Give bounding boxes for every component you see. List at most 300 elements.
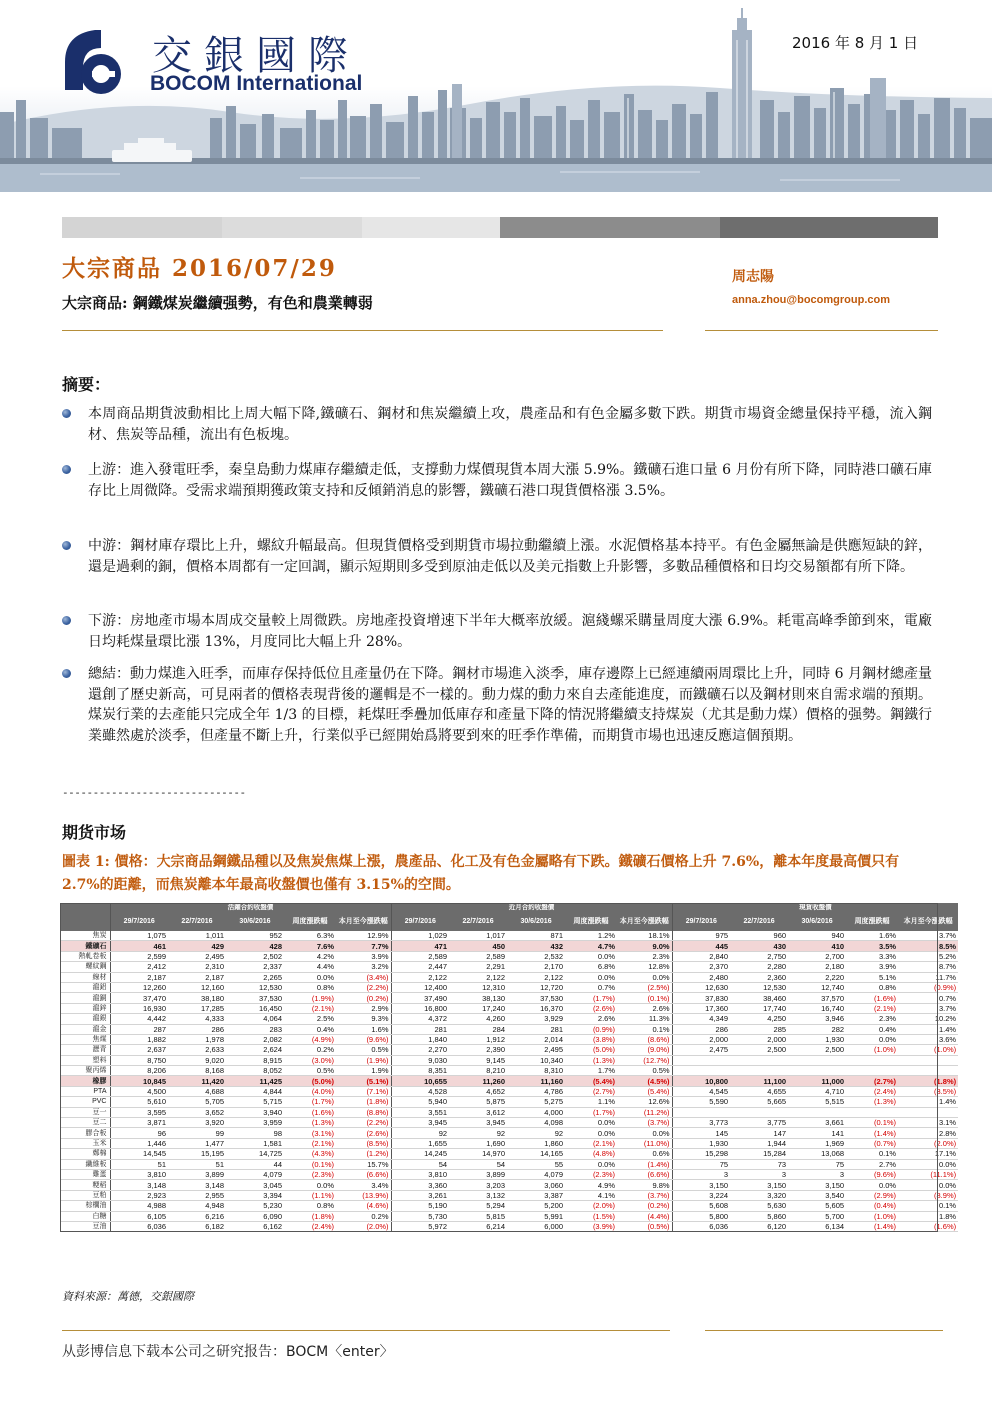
table-cell: 3,387 (507, 1190, 565, 1200)
table-cell: 2.5% (284, 1014, 336, 1024)
table-cell: 3,224 (672, 1190, 730, 1200)
table-cell: 92 (449, 1128, 507, 1138)
table-cell: 3,775 (730, 1118, 788, 1128)
table-cell: 0.0% (898, 1180, 958, 1190)
commodity-name: 纖維板 (60, 1159, 110, 1169)
table-cell: 6,036 (110, 1221, 168, 1231)
table-cell: 3.7% (898, 931, 958, 941)
table-cell: (0.4%) (846, 1201, 898, 1211)
table-cell: 12,740 (788, 982, 846, 992)
table-cell: 0.6% (617, 1149, 672, 1159)
table-cell: 92 (391, 1128, 449, 1138)
commodity-name: 線材 (60, 972, 110, 982)
table-cell: 1,930 (788, 1034, 846, 1044)
table-cell: 15,298 (672, 1149, 730, 1159)
table-cell: 5,515 (788, 1097, 846, 1107)
table-cell: 3,945 (391, 1118, 449, 1128)
table-cell: (2.1%) (846, 1003, 898, 1013)
table-row (60, 1024, 958, 1034)
table-cell: (6.6%) (336, 1169, 391, 1179)
table-cell: 429 (168, 941, 226, 951)
table-cell: 3,132 (449, 1190, 507, 1200)
table-cell: 3.3% (846, 951, 898, 961)
table-cell: (4.6%) (336, 1201, 391, 1211)
table-cell (672, 1066, 730, 1076)
column-header: 29/7/2016 (110, 912, 168, 931)
table-cell: 0.7% (898, 993, 958, 1003)
table-cell: 4,500 (110, 1086, 168, 1096)
table-cell: (3.7%) (617, 1190, 672, 1200)
table-cell: 2,633 (168, 1045, 226, 1055)
table-cell: 12,400 (391, 982, 449, 992)
table-cell: 2,122 (507, 972, 565, 982)
table-cell: (1.8%) (284, 1211, 336, 1221)
table-cell: 18.1% (617, 931, 672, 941)
table-cell: 5,605 (788, 1201, 846, 1211)
table-cell: 4,528 (391, 1086, 449, 1096)
table-cell: 5.1% (846, 972, 898, 982)
table-cell: 10,845 (110, 1076, 168, 1086)
table-cell: 4,786 (507, 1086, 565, 1096)
table-cell: 3.4% (336, 1180, 391, 1190)
table-cell: (11.0%) (617, 1138, 672, 1148)
table-cell: 2,500 (788, 1045, 846, 1055)
table-cell: 12.8% (617, 962, 672, 972)
logo-chinese-name: 交銀國際 (152, 33, 360, 79)
table-cell: 16,450 (226, 1003, 284, 1013)
column-header: 周度漲跌幅 (284, 912, 336, 931)
table-cell: 17,285 (168, 1003, 226, 1013)
table-cell: 12,310 (449, 982, 507, 992)
table-cell: 3,612 (449, 1107, 507, 1117)
table-cell: 2.6% (617, 1003, 672, 1013)
table-row (60, 1003, 958, 1013)
table-cell (730, 1066, 788, 1076)
table-cell: (9.6%) (846, 1169, 898, 1179)
table-row (60, 1045, 958, 1055)
table-cell: (3.0%) (284, 1055, 336, 1065)
table-cell (672, 1055, 730, 1065)
table-cell: 4,988 (110, 1201, 168, 1211)
table-cell: (13.9%) (336, 1190, 391, 1200)
table-cell: 14,165 (507, 1149, 565, 1159)
table-cell: 3,940 (226, 1107, 284, 1117)
table-cell: 3 (788, 1169, 846, 1179)
bullet-text: 中游：鋼材庫存環比上升，螺紋升幅最高。但現貨價格受到期貨市場拉動繼續上漲。水泥價格基本持平。有色金屬無論是供應短缺的鋅，還是過剩的銅，價格本周都有一定回調，顯示短期則多受到原油走低以及美元指數上升影響，多數品種價格和日均交易額都有所下降。 (88, 538, 932, 575)
commodity-name: 豆粕 (60, 1190, 110, 1200)
table-cell: 1.1% (565, 1097, 617, 1107)
commodity-name: 滬銀 (60, 1014, 110, 1024)
header-stripe (362, 217, 500, 238)
table-cell: 286 (168, 1024, 226, 1034)
table-cell: 1,912 (449, 1034, 507, 1044)
table-row (60, 1221, 958, 1231)
table-cell: (1.7%) (284, 1097, 336, 1107)
table-cell: 0.8% (284, 982, 336, 992)
table-row (60, 972, 958, 982)
author-email[interactable]: anna.zhou@bocomgroup.com (732, 294, 891, 306)
table-cell: 6.8% (565, 962, 617, 972)
table-row (60, 1159, 958, 1169)
table-cell (898, 1055, 958, 1065)
table-cell: 5,230 (226, 1201, 284, 1211)
table-cell: 1.2% (565, 931, 617, 941)
table-cell: 2,923 (110, 1190, 168, 1200)
table-cell: 8,915 (226, 1055, 284, 1065)
table-cell (730, 1107, 788, 1117)
table-cell: 4,064 (226, 1014, 284, 1024)
table-cell: 6,162 (226, 1221, 284, 1231)
table-cell: 96 (110, 1128, 168, 1138)
table-cell: (0.2%) (617, 1201, 672, 1211)
table-cell: 4,688 (168, 1086, 226, 1096)
table-cell: 5,800 (672, 1211, 730, 1221)
commodity-name: 聚丙烯 (60, 1066, 110, 1076)
commodity-name: 焦煤 (60, 1034, 110, 1044)
table-cell: 13,068 (788, 1149, 846, 1159)
table-cell: 2,000 (730, 1034, 788, 1044)
table-cell: 6,090 (226, 1211, 284, 1221)
table-cell (846, 1055, 898, 1065)
commodity-name: 膠合板 (60, 1128, 110, 1138)
table-cell (788, 1055, 846, 1065)
table-cell: 6,182 (168, 1221, 226, 1231)
table-cell: 1,655 (391, 1138, 449, 1148)
table-cell: 3,959 (226, 1118, 284, 1128)
table-cell: 5,294 (449, 1201, 507, 1211)
table-row (60, 1190, 958, 1200)
summary-bullet (62, 536, 932, 577)
table-cell: 2,220 (788, 972, 846, 982)
table-cell: 283 (226, 1024, 284, 1034)
logo-english-name: BOCOM International (150, 72, 363, 95)
table-row (60, 962, 958, 972)
commodity-name: 豆二 (60, 1118, 110, 1128)
table-cell: 2,270 (391, 1045, 449, 1055)
table-cell (846, 1066, 898, 1076)
table-cell: (9.6%) (336, 1034, 391, 1044)
price-table (60, 903, 957, 1232)
table-cell: (1.9%) (284, 993, 336, 1003)
table-cell: 3,551 (391, 1107, 449, 1117)
table-cell: (2.7%) (846, 1076, 898, 1086)
summary-heading: 摘要： (62, 375, 111, 394)
table-cell: 0.2% (336, 1211, 391, 1221)
table-cell: 11,425 (226, 1076, 284, 1086)
table-cell: (2.1%) (284, 1138, 336, 1148)
table-cell: (4.5%) (617, 1076, 672, 1086)
table-cell: (1.6%) (284, 1107, 336, 1117)
commodity-name: 滬金 (60, 1024, 110, 1034)
table-cell: 471 (391, 941, 449, 951)
table-cell: 38,460 (730, 993, 788, 1003)
table-cell: 37,570 (788, 993, 846, 1003)
table-cell: 2,840 (672, 951, 730, 961)
table-cell: 5,190 (391, 1201, 449, 1211)
table-cell: (3.8%) (565, 1034, 617, 1044)
table-row (60, 1169, 958, 1179)
table-cell: 3,946 (788, 1014, 846, 1024)
table-cell: 1.6% (846, 931, 898, 941)
figure-caption: 圖表 1: 價格：大宗商品鋼鐵品種以及焦炭焦煤上漲，農產品、化工及有色金屬略有下跌。鐵礦石價格上升 7.6%，離本年度最高價只有 2.7%的距離，而焦炭離本年最高收盤價也僅有 3.15%的空間。 (62, 854, 900, 893)
table-cell: 6,036 (672, 1221, 730, 1231)
table-cell: 0.0% (284, 972, 336, 982)
table-cell: 98 (226, 1128, 284, 1138)
table-cell: 3,148 (168, 1180, 226, 1190)
table-cell: 2,337 (226, 962, 284, 972)
table-cell: 0.0% (565, 951, 617, 961)
commodity-name: 豆一 (60, 1107, 110, 1117)
table-cell: 4,545 (672, 1086, 730, 1096)
table-cell: 2.3% (846, 1014, 898, 1024)
table-group-header-row (60, 903, 958, 912)
table-cell: 17,240 (449, 1003, 507, 1013)
table-cell: 3,148 (110, 1180, 168, 1190)
table-cell: 1,944 (730, 1138, 788, 1148)
table-cell: 5,972 (391, 1221, 449, 1231)
table-cell: 4,333 (168, 1014, 226, 1024)
table-cell: 4.7% (565, 941, 617, 951)
table-cell: 5.2% (898, 951, 958, 961)
table-cell: (4.0%) (284, 1086, 336, 1096)
table-cell (730, 1055, 788, 1065)
column-header: 本月至今漲跌幅 (617, 912, 672, 931)
bullet-icon (62, 669, 71, 678)
table-cell: 4.9% (565, 1180, 617, 1190)
table-cell: 4,844 (226, 1086, 284, 1096)
table-cell: 10,340 (507, 1055, 565, 1065)
table-cell: (1.7%) (565, 993, 617, 1003)
commodity-name: 棕櫚油 (60, 1201, 110, 1211)
report-subtitle: 大宗商品: 鋼鐵煤炭繼續强勢，有色和農業轉弱 (62, 294, 373, 312)
table-cell: 54 (391, 1159, 449, 1169)
table-cell: (0.9%) (898, 982, 958, 992)
table-cell: 4,372 (391, 1014, 449, 1024)
table-row (60, 1076, 958, 1086)
table-cell: 5,700 (788, 1211, 846, 1221)
table-cell: 16,930 (110, 1003, 168, 1013)
table-cell: 3,203 (449, 1180, 507, 1190)
table-cell: 0.0% (565, 1128, 617, 1138)
table-cell: 6,134 (788, 1221, 846, 1231)
table-cell: 5,630 (730, 1201, 788, 1211)
bullet-icon (62, 616, 71, 625)
table-cell: 1,581 (226, 1138, 284, 1148)
table-cell: 11,160 (507, 1076, 565, 1086)
table-cell: 0.1% (617, 1024, 672, 1034)
table-cell: 7.6% (284, 941, 336, 951)
table-cell: 975 (672, 931, 730, 941)
column-header: 本月至今漲跌幅 (898, 912, 958, 931)
table-cell: 3,899 (168, 1169, 226, 1179)
table-row (60, 1014, 958, 1024)
table-cell: 3 (672, 1169, 730, 1179)
table-cell: 2.8% (898, 1128, 958, 1138)
table-row (60, 1086, 958, 1096)
table-cell: 6,105 (110, 1211, 168, 1221)
table-cell: 37,830 (672, 993, 730, 1003)
table-cell: 2,495 (168, 951, 226, 961)
table-cell: (12.7%) (617, 1055, 672, 1065)
table-cell: (5.4%) (617, 1086, 672, 1096)
column-header: 22/7/2016 (449, 912, 507, 931)
table-cell: 952 (226, 931, 284, 941)
table-cell: 1,930 (672, 1138, 730, 1148)
commodity-name: 塑料 (60, 1055, 110, 1065)
table-cell: 6,214 (449, 1221, 507, 1231)
table-cell: 0.5% (617, 1066, 672, 1076)
table-row (60, 1034, 958, 1044)
table-cell: 1,969 (788, 1138, 846, 1148)
table-cell: 37,490 (391, 993, 449, 1003)
table-cell: 2,532 (507, 951, 565, 961)
table-cell: 3,595 (110, 1107, 168, 1117)
commodity-name: 白糖 (60, 1211, 110, 1221)
table-cell: 2.3% (617, 951, 672, 961)
table-cell: 5,275 (507, 1097, 565, 1107)
footer-rule-right (705, 1330, 943, 1331)
table-cell: (4.8%) (565, 1149, 617, 1159)
table-cell: 55 (507, 1159, 565, 1169)
table-cell: 3,150 (788, 1180, 846, 1190)
table-cell: 44 (226, 1159, 284, 1169)
table-cell: 141 (788, 1128, 846, 1138)
column-header: 本月至今漲跌幅 (336, 912, 391, 931)
table-cell: 282 (788, 1024, 846, 1034)
table-cell: 0.2% (284, 1045, 336, 1055)
bullet-icon (62, 465, 71, 474)
table-cell: 3,540 (788, 1190, 846, 1200)
table-cell: 2,360 (730, 972, 788, 982)
table-cell: 5,875 (449, 1097, 507, 1107)
table-cell: 17,360 (672, 1003, 730, 1013)
table-cell: 15,284 (730, 1149, 788, 1159)
table-cell: 3.1% (898, 1118, 958, 1128)
summary-bullet (62, 460, 932, 501)
table-cell: (3.1%) (284, 1128, 336, 1138)
table-cell: 281 (507, 1024, 565, 1034)
table-cell: (1.0%) (846, 1045, 898, 1055)
table-cell: 2,310 (168, 962, 226, 972)
table-cell: 12,530 (226, 982, 284, 992)
table-cell: 14,725 (226, 1149, 284, 1159)
table-cell: 0.0% (846, 1034, 898, 1044)
table-cell: (2.6%) (336, 1128, 391, 1138)
table-cell: 9.0% (617, 941, 672, 951)
table-cell: 5,730 (391, 1211, 449, 1221)
table-cell: (3.5%) (898, 1086, 958, 1096)
commodity-name: 豆油 (60, 1221, 110, 1231)
table-cell: 1,840 (391, 1034, 449, 1044)
table-cell: 10.2% (898, 1014, 958, 1024)
table-cell: 281 (391, 1024, 449, 1034)
table-cell: 5,991 (507, 1211, 565, 1221)
table-cell: 37,470 (110, 993, 168, 1003)
table-cell: 12,630 (672, 982, 730, 992)
futures-heading: 期货市场 (62, 823, 127, 842)
table-cell: (8.6%) (617, 1034, 672, 1044)
table-row (60, 1180, 958, 1190)
table-row (60, 1066, 958, 1076)
table-cell (788, 1107, 846, 1117)
table-cell: (0.1%) (284, 1159, 336, 1169)
table-cell: (1.8%) (898, 1076, 958, 1086)
table-cell: 4.4% (284, 962, 336, 972)
table-cell: 3,360 (391, 1180, 449, 1190)
table-cell: 1.7% (565, 1066, 617, 1076)
table-cell: 5,715 (226, 1097, 284, 1107)
table-cell: 12.6% (617, 1097, 672, 1107)
table-cell: (6.6%) (617, 1169, 672, 1179)
table-cell: 0.5% (284, 1066, 336, 1076)
table-cell: 3,320 (730, 1190, 788, 1200)
commodity-name: 雞蛋 (60, 1169, 110, 1179)
table-cell: 38,130 (449, 993, 507, 1003)
column-header: 29/7/2016 (391, 912, 449, 931)
table-cell (898, 1066, 958, 1076)
table-cell: 6,120 (730, 1221, 788, 1231)
summary-bullet (62, 404, 932, 445)
commodity-name: 鄭棉 (60, 1149, 110, 1159)
column-header: 周度漲跌幅 (565, 912, 617, 931)
table-cell: 0.1% (898, 1201, 958, 1211)
table-cell: (1.4%) (846, 1221, 898, 1231)
column-header: 22/7/2016 (730, 912, 788, 931)
table-cell: 8,750 (110, 1055, 168, 1065)
table-cell: 2,500 (730, 1045, 788, 1055)
table-cell: 1.9% (336, 1066, 391, 1076)
table-cell: 3,810 (110, 1169, 168, 1179)
commodity-name: 螺紋鋼 (60, 962, 110, 972)
table-cell: (2.3%) (565, 1169, 617, 1179)
table-cell: 0.0% (846, 1180, 898, 1190)
table-cell: (1.4%) (617, 1159, 672, 1169)
table-header-row (60, 912, 958, 931)
table-row (60, 1107, 958, 1117)
table-cell: 14,245 (391, 1149, 449, 1159)
table-cell: 2,599 (110, 951, 168, 961)
table-cell: (5.0%) (284, 1076, 336, 1086)
table-cell: 4,655 (730, 1086, 788, 1096)
table-cell: 0.0% (565, 1159, 617, 1169)
table-cell: 4,079 (507, 1169, 565, 1179)
table-cell: 0.0% (565, 1118, 617, 1128)
column-header: 29/7/2016 (672, 912, 730, 931)
table-cell: 8,210 (449, 1066, 507, 1076)
table-cell: 17,740 (730, 1003, 788, 1013)
bullet-icon (62, 541, 71, 550)
table-cell: 0.7% (565, 982, 617, 992)
table-cell: 940 (788, 931, 846, 941)
table-cell: 2.6% (565, 1014, 617, 1024)
table-cell: 2.9% (336, 1003, 391, 1013)
column-header: 周度漲跌幅 (846, 912, 898, 931)
table-cell: 4,250 (730, 1014, 788, 1024)
table-cell: 3,150 (730, 1180, 788, 1190)
table-cell: (1.6%) (898, 1221, 958, 1231)
table-cell: 12.9% (336, 931, 391, 941)
table-cell: 3,773 (672, 1118, 730, 1128)
table-cell: 6,216 (168, 1211, 226, 1221)
table-cell: 2,082 (226, 1034, 284, 1044)
table-row (60, 941, 958, 951)
table-cell: (8.9%) (898, 1190, 958, 1200)
table-cell: 4,079 (226, 1169, 284, 1179)
header-stripe (222, 217, 362, 238)
table-cell: (1.9%) (336, 1055, 391, 1065)
table-cell: 8,310 (507, 1066, 565, 1076)
table-cell: 432 (507, 941, 565, 951)
